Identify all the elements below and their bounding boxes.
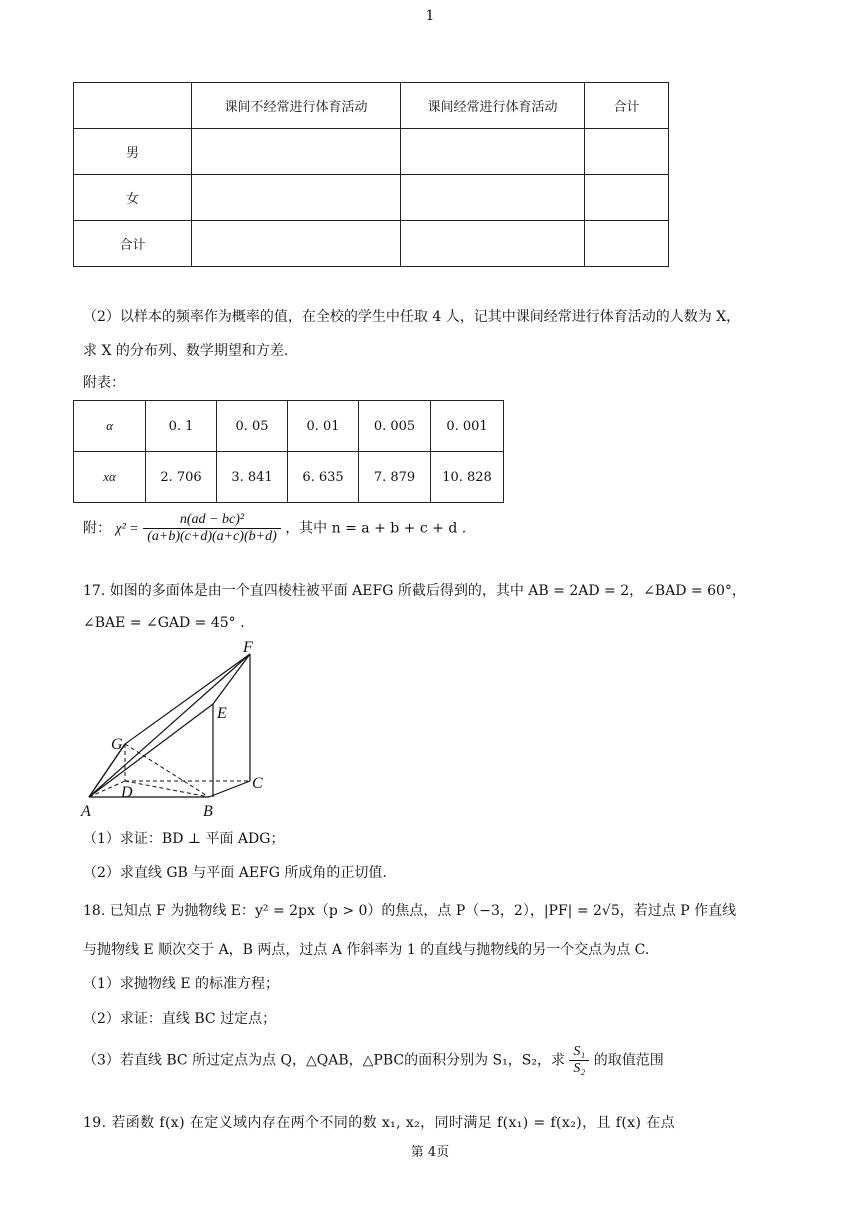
formula-lhs: χ² = [115,521,139,537]
table-cell [401,221,585,267]
polyhedron-figure [75,636,275,826]
table-cell: 0. 005 [359,401,431,452]
vertex-label-e: E [217,705,227,722]
table-cell: 7. 879 [359,452,431,503]
vertex-label-c: C [252,775,263,792]
table-cell: 0. 01 [288,401,359,452]
table-cell: 6. 635 [288,452,359,503]
table-cell: 0. 05 [217,401,288,452]
vertex-label-d: D [121,784,133,801]
table-row [74,401,504,452]
row-label: 合计 [74,221,192,267]
formula-numerator: n(ad − bc)² [143,512,281,529]
formula-fraction [143,512,281,545]
table-cell [192,129,401,175]
appendix-label: 附表： [83,375,125,391]
row-label: xα [74,452,146,503]
critical-value-table [73,400,504,503]
table-cell [585,221,669,267]
area-ratio-denominator: S₂ [573,1061,586,1076]
row-label: 男 [74,129,192,175]
table-cell [192,175,401,221]
q18-line2: 与抛物线 E 顺次交于 A，B 两点，过点 A 作斜率为 1 的直线与抛物线的另一个交点为点 C. [83,942,650,958]
area-ratio-numerator: S₁ [569,1044,589,1061]
page-header: 1 [425,8,435,24]
table-cell [401,129,585,175]
q18-part1: （1）求抛物线 E 的标准方程； [83,976,280,992]
table-row [74,452,504,503]
table-cell [192,221,401,267]
table-row [74,129,669,175]
table-row [74,175,669,221]
page-footer: 第 4页 [410,1145,450,1160]
q19-line1: 19. 若函数 f(x) 在定义域内存在两个不同的数 x₁, x₂，同时满足 f(x₁) = f(x₂)，且 f(x) 在点 [83,1115,675,1131]
table-header-cell: 课间不经常进行体育活动 [192,83,401,129]
table-header-cell [74,83,192,129]
q18-line1: 18. 已知点 F 为抛物线 E：y² = 2px（p > 0）的焦点，点 P（−3，2），|PF| = 2√5，若过点 P 作直线 [83,903,737,919]
vertex-label-a: A [81,803,91,820]
contingency-table [73,82,669,267]
table-cell: 0. 001 [431,401,504,452]
row-label: α [74,401,146,452]
table-header-cell: 课间经常进行体育活动 [401,83,585,129]
table-cell: 0. 1 [146,401,217,452]
q18-part2: （2）求证：直线 BC 过定点； [83,1011,277,1027]
table-cell [585,129,669,175]
q17-part2: （2）求直线 GB 与平面 AEFG 所成角的正切值. [83,865,387,881]
table-cell [585,175,669,221]
q16-part2-line2: 求 X 的分布列、数学期望和方差. [83,343,289,359]
area-ratio-fraction [569,1044,589,1077]
table-cell: 3. 841 [217,452,288,503]
table-row [74,221,669,267]
vertex-label-g: G [111,736,123,753]
q16-part2-line1: （2）以样本的频率作为概率的值，在全校的学生中任取 4 人，记其中课间经常进行体育活动的人数为 X， [83,309,741,325]
q18-part3 [83,1044,664,1077]
row-label: 女 [74,175,192,221]
formula-suffix: ，其中 n = a + b + c + d . [285,520,467,537]
table-cell: 2. 706 [146,452,217,503]
table-cell: 10. 828 [431,452,504,503]
formula-denominator: (a+b)(c+d)(a+c)(b+d) [147,529,277,544]
q17-part1: （1）求证：BD ⊥ 平面 ADG； [83,831,285,847]
table-cell [401,175,585,221]
formula-prefix: 附： [83,520,111,537]
q17-line1: 17. 如图的多面体是由一个直四棱柱被平面 AEFG 所截后得到的，其中 AB = 2AD = 2，∠BAD = 60°， [83,583,746,599]
table-row [74,83,669,129]
q18-part3-suffix: 的取值范围 [593,1052,664,1069]
vertex-label-b: B [203,803,213,820]
vertex-label-f: F [243,639,253,656]
q17-line2: ∠BAE = ∠GAD = 45° . [83,615,245,631]
q18-part3-prefix: （3）若直线 BC 所过定点为点 Q，△QAB，△PBC的面积分别为 S₁，S₂，求 [83,1052,565,1069]
chi-square-formula [83,512,466,545]
table-header-cell: 合计 [585,83,669,129]
